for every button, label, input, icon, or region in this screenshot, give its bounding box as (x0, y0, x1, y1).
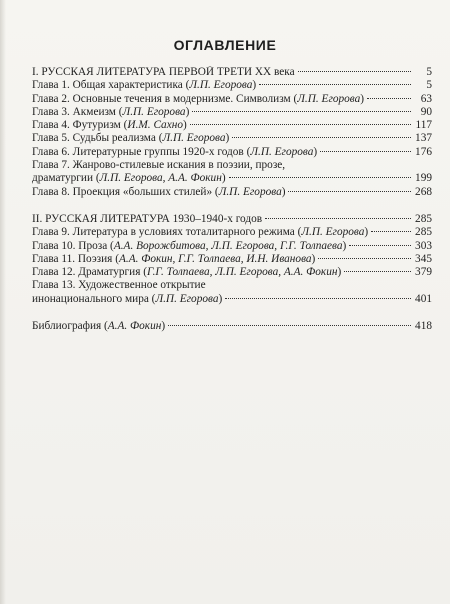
page-title: ОГЛАВЛЕНИЕ (173, 37, 277, 53)
toc-chapter-1: Глава 1. Общая характеристика (Л.П. Егорова) 5 (32, 79, 432, 92)
toc-chapter-8: Глава 8. Проекция «больших стилей» (Л.П. Егорова) 268 (32, 185, 432, 198)
toc-page-number: 5 (426, 66, 432, 78)
toc-page-number: 5 (426, 79, 432, 92)
toc-page-number: 117 (415, 119, 432, 132)
toc-leader-dots (190, 124, 411, 125)
toc-chapter-5: Глава 5. Судьбы реализма (Л.П. Егорова) 137 (32, 132, 432, 145)
toc-chapter-2: Глава 2. Основные течения в модернизме. Символизм (Л.П. Егорова) 63 (32, 92, 432, 105)
toc-page-number: 285 (415, 226, 432, 239)
toc-part-1-heading (32, 66, 432, 79)
page-edge-shadow (0, 0, 6, 604)
toc-leader-dots (344, 271, 411, 272)
toc-leader-dots (349, 245, 411, 246)
toc-leader-dots (259, 84, 411, 85)
toc-page-number: 137 (415, 132, 432, 145)
toc-page-number: 379 (415, 266, 432, 279)
chapter-author: А.А. Фокин (107, 320, 162, 333)
chapter-author: А.А. Фокин, Г.Г. Толпаева, И.Н. Иванова (118, 252, 312, 265)
chapter-author: Л.П. Егорова (218, 185, 282, 198)
toc-chapter-7-line-1: Глава 7. Жанрово-стилевые искания в поэзии, прозе, (32, 159, 286, 172)
toc-leader-dots (265, 218, 411, 219)
chapter-author: Л.П. Егорова (189, 79, 253, 92)
toc-leader-dots (288, 191, 411, 192)
chapter-author: Л.П. Егорова (122, 105, 186, 118)
toc-leader-dots (371, 231, 411, 232)
toc-chapter-11: Глава 11. Поэзия (А.А. Фокин, Г.Г. Толпаева, И.Н. Иванова) 345 (32, 252, 432, 265)
toc-chapter-6: Глава 6. Литературные группы 1920-х годов (Л.П. Егорова) 176 (32, 145, 432, 158)
toc-chapter-7: драматургии (Л.П. Егорова, А.А. Фокин) 199 (32, 172, 432, 185)
toc-chapter-13-line-1: Глава 13. Художественное открытие (32, 279, 206, 292)
toc-leader-dots (225, 298, 411, 299)
toc-part-1-title: I. РУССКАЯ ЛИТЕРАТУРА ПЕРВОЙ ТРЕТИ XX века (32, 66, 295, 78)
chapter-author: А.А. Ворожбитова, Л.П. Егорова, Г.Г. Толпаева (113, 239, 343, 252)
toc-leader-dots (232, 137, 411, 138)
toc-part-2-heading (32, 213, 432, 226)
chapter-author: Л.П. Егорова (155, 292, 219, 305)
toc-page-number: 176 (415, 145, 432, 158)
toc-leader-dots (367, 98, 411, 99)
chapter-author: Л.П. Егорова (297, 92, 361, 105)
chapter-author: Л.П. Егорова (301, 226, 365, 239)
toc-page-number: 418 (415, 320, 432, 333)
toc-chapter-4: Глава 4. Футуризм (И.М. Сахно) 117 (32, 119, 432, 132)
toc-chapter-12: Глава 12. Драматургия (Г.Г. Толпаева, Л.П. Егорова, А.А. Фокин) 379 (32, 266, 432, 279)
toc-page-number: 268 (415, 185, 432, 198)
chapter-author: Л.П. Егорова (250, 145, 314, 158)
toc-page-number: 401 (415, 292, 432, 305)
chapter-author: Л.П. Егорова, А.А. Фокин (99, 172, 222, 185)
toc-page-number: 199 (415, 172, 432, 185)
toc-page-number: 90 (420, 105, 432, 118)
toc-leader-dots (320, 151, 411, 152)
toc-leader-dots (168, 325, 411, 326)
toc-chapter-10: Глава 10. Проза (А.А. Ворожбитова, Л.П. Егорова, Г.Г. Толпаева) 303 (32, 239, 432, 252)
toc-page-number: 63 (420, 92, 432, 105)
chapter-author: Л.П. Егорова (162, 132, 226, 145)
toc-leader-dots (192, 111, 411, 112)
toc-chapter-9: Глава 9. Литература в условиях тоталитарного режима (Л.П. Егорова) 285 (32, 226, 432, 239)
toc-leader-dots (229, 177, 411, 178)
chapter-author: И.М. Сахно (127, 119, 183, 132)
table-of-contents (32, 66, 432, 333)
toc-bibliography: Библиография (А.А. Фокин) 418 (32, 320, 432, 333)
toc-chapter-13: инонационального мира (Л.П. Егорова) 401 (32, 292, 432, 305)
toc-page-number: 303 (415, 239, 432, 252)
toc-part-2-title: II. РУССКАЯ ЛИТЕРАТУРА 1930–1940-х годов (32, 212, 263, 225)
toc-chapter-3: Глава 3. Акмеизм (Л.П. Егорова) 90 (32, 105, 432, 118)
toc-page-number: 345 (415, 252, 432, 265)
toc-page-number: 285 (415, 212, 432, 225)
toc-leader-dots (318, 258, 411, 259)
chapter-author: Г.Г. Толпаева, Л.П. Егорова, А.А. Фокин (147, 266, 338, 279)
toc-leader-dots (298, 71, 411, 72)
